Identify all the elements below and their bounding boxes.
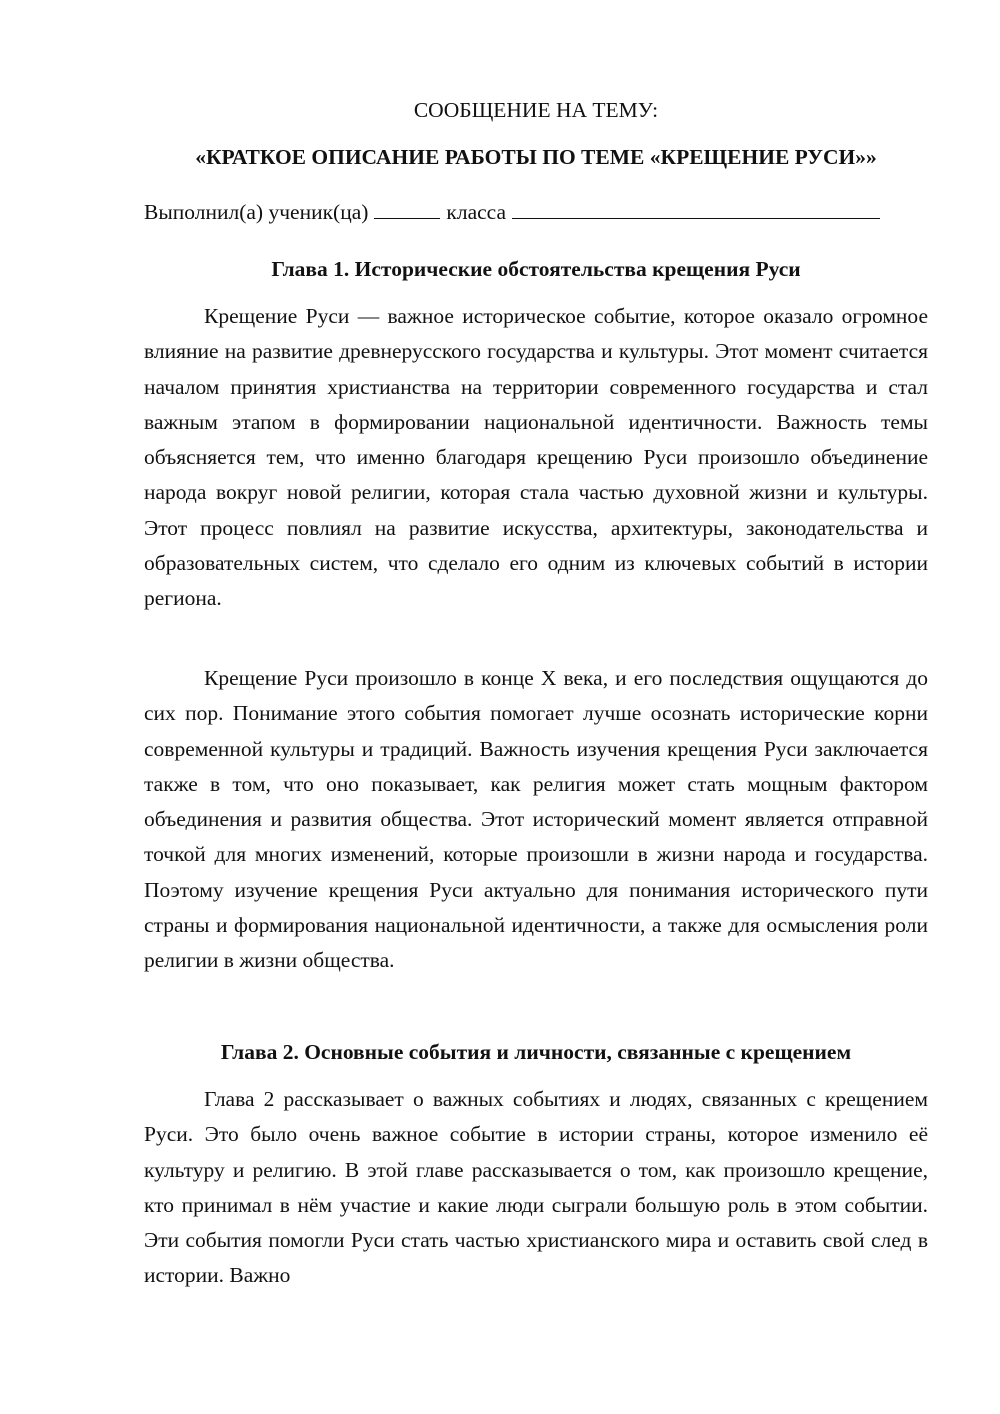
chapter-2-paragraph: Глава 2 рассказывает о важных событиях и людях, связанных с крещением Руси. Это было очень важное событие в истории страны, которое изменило её культуру и религию. В этой главе рассказывается о том, как произошло крещение, кто принимал в нём участие и какие люди сыграли большую роль в этом событии. Эти события помогли Руси стать частью христианского мира и оставить свой след в истории. Важно [144,1087,928,1288]
chapter-1-paragraph: Крещение Руси — важное историческое событие, которое оказало огромное влияние на развитие древнерусского государства и культуры. Этот момент считается началом принятия христианства на территории современного государства и стал важным этапом в формировании национальной идентичности. Важность темы объясняется тем, что именно благодаря крещению Руси произошло объединение народа вокруг новой религии, которая стала частью духовной жизни и культуры. Этот процесс повлиял на развитие искусства, архитектуры, законодательства и образовательных систем, что сделало его одним из ключевых событий в истории региона. [144,304,928,611]
chapter-1-paragraph-2-block [144,661,928,979]
chapter-2-section [144,1037,928,1067]
author-middle: класса [446,200,507,224]
author-prefix: Выполнил(а) ученик(ца) [144,200,369,224]
chapter-2-paragraph-1-block [144,1082,928,1294]
author-line [144,197,928,227]
class-number-blank [374,198,440,219]
chapter-2-heading: Глава 2. Основные события и личности, связанные с крещением [220,1040,852,1064]
document-title: СООБЩЕНИЕ НА ТЕМУ: [413,98,659,122]
document-subtitle: «КРАТКОЕ ОПИСАНИЕ РАБОТЫ ПО ТЕМЕ «КРЕЩЕНИЕ РУСИ»» [195,145,877,169]
chapter-1-paragraph-1-block [144,299,928,617]
student-name-blank [512,198,880,219]
chapter-1-heading: Глава 1. Исторические обстоятельства крещения Руси [271,257,801,281]
chapter-1-paragraph: Крещение Руси произошло в конце X века, и его последствия ощущаются до сих пор. Понимание этого события помогает лучше осознать исторические корни современной культуры и традиций. Важность изучения крещения Руси заключается также в том, что оно показывает, как религия может стать мощным фактором объединения и развития общества. Этот исторический момент является отправной точкой для многих изменений, которые произошли в жизни народа и государства. Поэтому изучение крещения Руси актуально для понимания исторического пути страны и формирования национальной идентичности, а также для осмысления роли религии в жизни общества. [144,666,928,973]
chapter-1-section [144,254,928,284]
